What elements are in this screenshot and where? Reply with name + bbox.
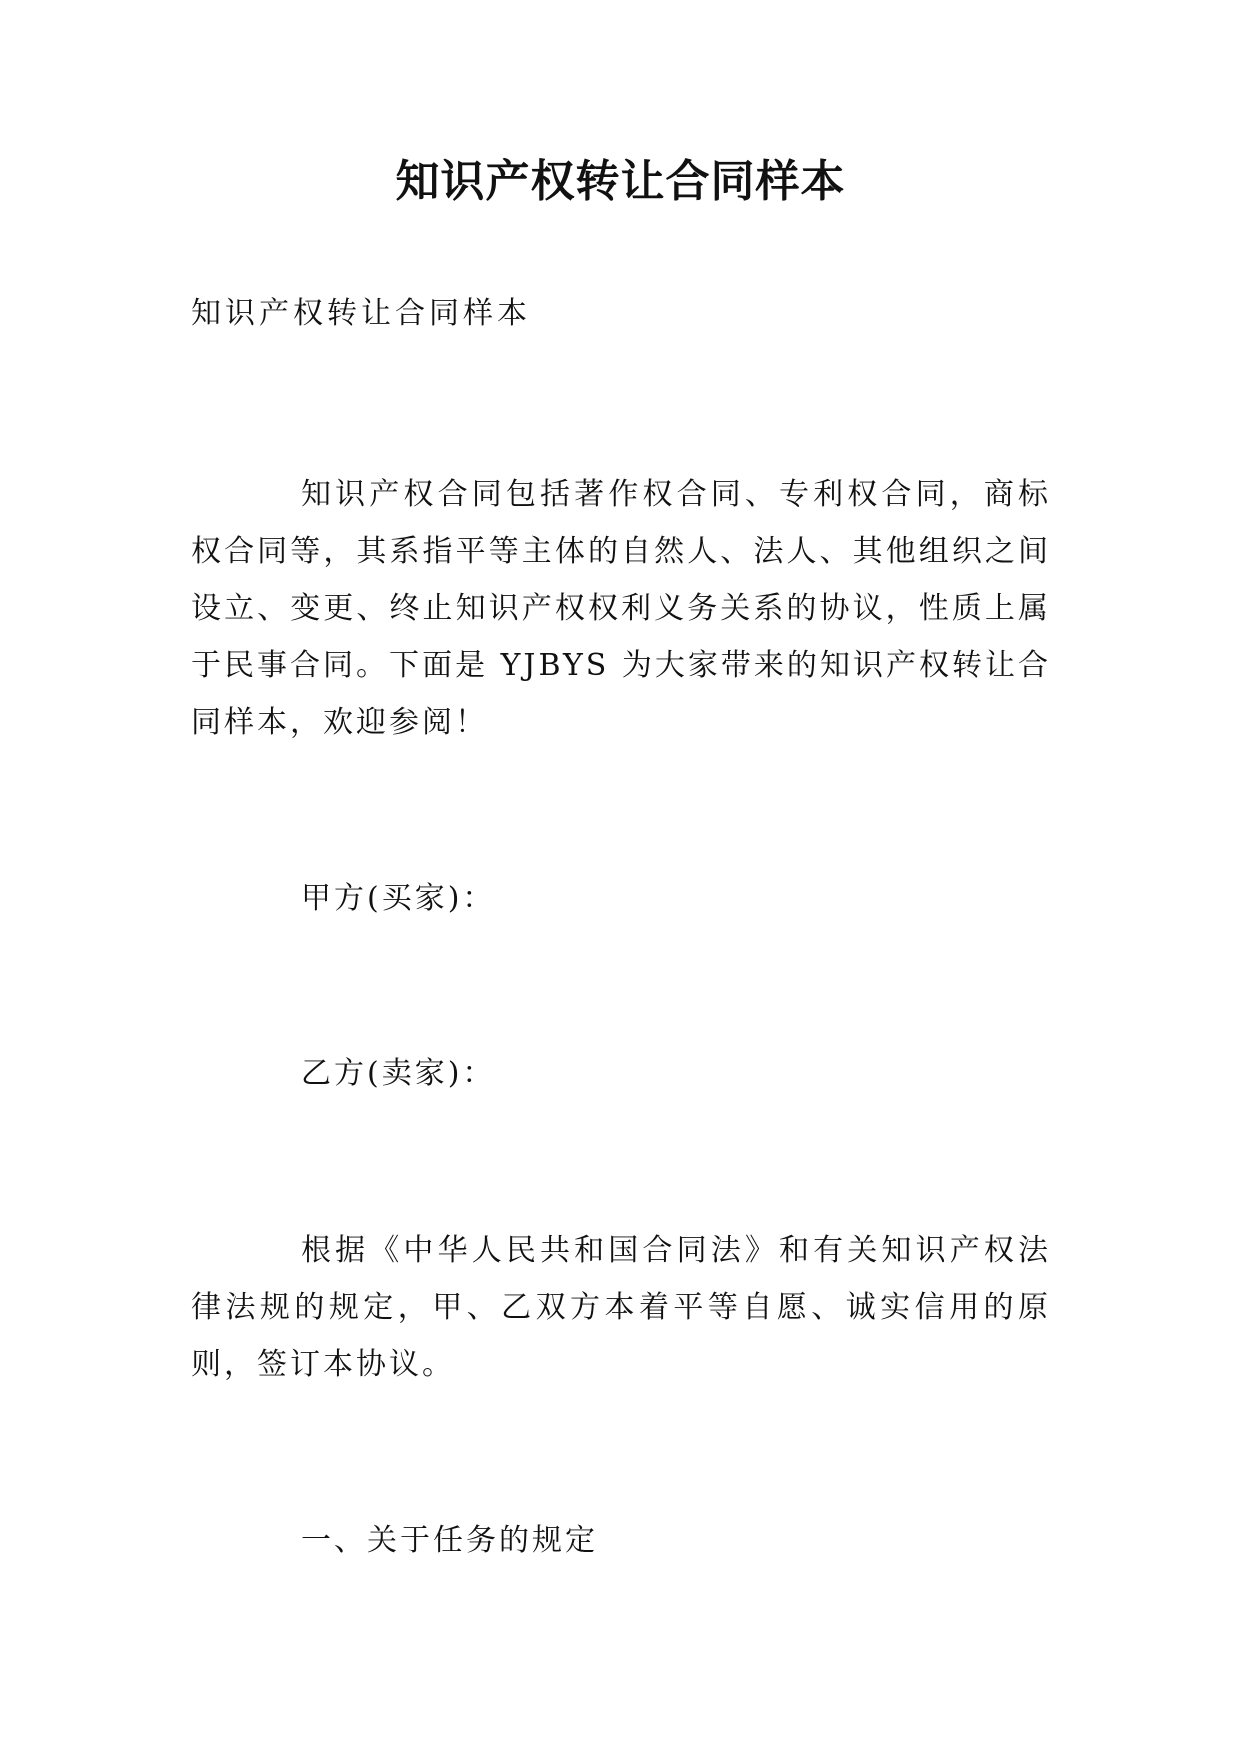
party-b-label: 乙方(卖家)： bbox=[301, 1056, 496, 1091]
document-subtitle: 知识产权转让合同样本 bbox=[191, 296, 531, 331]
intro-paragraph: 知识产权合同包括著作权合同、专利权合同，商标权合同等，其系指平等主体的自然人、法人、其他组织之间设立、变更、终止知识产权权利义务关系的协议，性质上属于民事合同。下面是 YJBYS 为大家带来的知识产权转让合同样本，欢迎参阅！ bbox=[191, 477, 1051, 740]
section-1-heading: 一、关于任务的规定 bbox=[301, 1523, 598, 1558]
legal-basis-paragraph: 根据《中华人民共和国合同法》和有关知识产权法律法规的规定，甲、乙双方本着平等自愿、诚实信用的原则，签订本协议。 bbox=[191, 1233, 1051, 1382]
document-title: 知识产权转让合同样本 bbox=[395, 156, 846, 207]
party-a-label: 甲方(买家)： bbox=[301, 881, 496, 916]
